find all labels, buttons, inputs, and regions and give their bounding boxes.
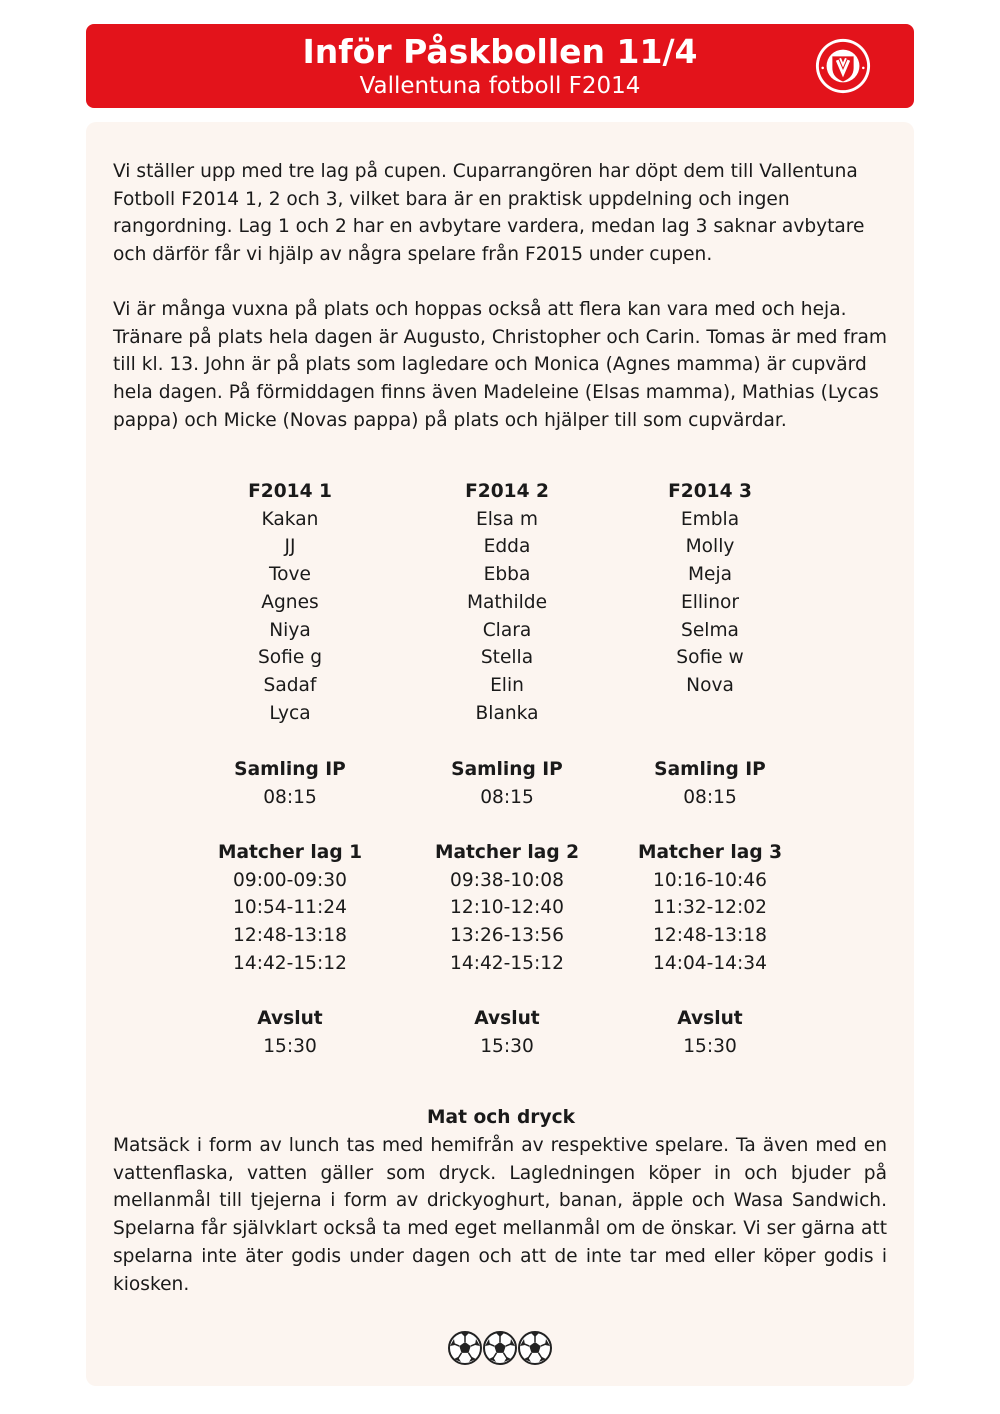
samling-time: 08:15: [480, 786, 534, 808]
avslut-time: 15:30: [480, 1035, 534, 1057]
samling-time: 08:15: [683, 786, 737, 808]
intro-paragraph-1: Vi ställer upp med tre lag på cupen. Cuparrangören har döpt dem till Vallentuna Fotboll F2014 1, 2 och 3, vilket bara är en praktisk uppdelning och ingen rangordning. Lag 1 och 2 har en avbytare vardera, medan lag 3 saknar avbytare och därför får vi hjälp av några spelare från F2015 under cupen.: [113, 161, 865, 266]
player: Blanka: [475, 702, 539, 724]
team-3-roster: [620, 478, 800, 700]
page-subtitle: Vallentuna fotboll F2014: [359, 73, 641, 99]
team-3-samling: [620, 756, 800, 811]
avslut-time: 15:30: [683, 1035, 737, 1057]
matches-label: Matcher lag 2: [434, 842, 580, 863]
player: Niya: [269, 619, 311, 641]
team-name: F2014 1: [248, 481, 332, 502]
player: Stella: [480, 647, 534, 669]
header-banner: [86, 24, 914, 108]
food-section-title: Mat och dryck: [427, 1107, 575, 1128]
avslut-label: Avslut: [474, 1008, 540, 1029]
match-time: 12:48-13:18: [233, 925, 347, 947]
team-1-matches: [200, 839, 380, 978]
match-time: 10:16-10:46: [653, 869, 767, 891]
intro-paragraph-2: Vi är många vuxna på plats och hoppas också att flera kan vara med och heja. Tränare på plats hela dagen är Augusto, Christopher och Carin. Tomas är med fram till kl. 13. John är på plats som lagledare och Monica (Agnes mamma) är cupvärd hela dagen. På förmiddagen finns även Madeleine (Elsas mamma), Mathias (Lycas pappa) och Micke (Novas pappa) på plats och hjälper till som cupvärdar.: [113, 299, 888, 431]
match-time: 11:32-12:02: [653, 897, 767, 919]
team-3-avslut: [620, 1005, 800, 1060]
food-section-text: Matsäck i form av lunch tas med hemifrån av respektive spelare. Ta även med en vattenflaska, vatten gäller som dryck. Lagledningen köper in och bjuder på mellanmål till tjejerna i form av drickyoghurt, banan, äpple och Wasa Sandwich. Spelarna får självklart också ta med eget mellanmål om de önskar. Vi ser gärna att spelarna inte äter godis under dagen och att de inte tar med eller köper godis i kiosken.: [113, 1135, 887, 1295]
player: Meja: [687, 564, 733, 586]
player: Elin: [490, 674, 524, 696]
team-3-matches: [620, 839, 800, 978]
match-time: 09:00-09:30: [233, 869, 347, 891]
player: Mathilde: [466, 591, 548, 613]
samling-time: 08:15: [263, 786, 317, 808]
player: Molly: [685, 536, 735, 558]
player: Lyca: [269, 702, 311, 724]
player: Edda: [483, 536, 531, 558]
page-title: Inför Påskbollen 11/4: [302, 32, 698, 71]
team-2-samling: [417, 756, 597, 811]
player: Ellinor: [680, 591, 740, 613]
avslut-time: 15:30: [263, 1035, 317, 1057]
player: Tove: [268, 564, 312, 586]
team-1-samling: [200, 756, 380, 811]
player: Nova: [686, 674, 734, 696]
team-2-roster: [417, 478, 597, 727]
team-2-avslut: [417, 1005, 597, 1060]
match-time: 14:42-15:12: [450, 952, 564, 974]
player: Clara: [482, 619, 532, 641]
samling-label: Samling IP: [234, 759, 346, 780]
team-name: F2014 3: [668, 481, 752, 502]
player: Elsa m: [475, 508, 539, 530]
player: Sofie g: [257, 647, 323, 669]
samling-label: Samling IP: [654, 759, 766, 780]
team-2-matches: [417, 839, 597, 978]
player: Sofie w: [676, 647, 744, 669]
avslut-label: Avslut: [677, 1008, 743, 1029]
player: Embla: [680, 508, 740, 530]
soccer-ball-icon: [449, 1332, 481, 1364]
match-time: 12:10-12:40: [450, 897, 564, 919]
match-time: 10:54-11:24: [233, 897, 347, 919]
soccer-ball-icon: [484, 1332, 516, 1364]
samling-label: Samling IP: [451, 759, 563, 780]
match-time: 13:26-13:56: [450, 925, 564, 947]
matches-label: Matcher lag 1: [217, 842, 363, 863]
team-name: F2014 2: [465, 481, 549, 502]
team-1-avslut: [200, 1005, 380, 1060]
player: Selma: [681, 619, 739, 641]
soccer-balls-decoration: [448, 1330, 552, 1366]
match-time: 12:48-13:18: [653, 925, 767, 947]
soccer-ball-icon: [519, 1332, 551, 1364]
player: Ebba: [483, 564, 531, 586]
team-1-roster: [200, 478, 380, 727]
player: Agnes: [261, 591, 319, 613]
match-time: 14:42-15:12: [233, 952, 347, 974]
player: Kakan: [261, 508, 319, 530]
avslut-label: Avslut: [257, 1008, 323, 1029]
player: JJ: [284, 536, 296, 558]
club-logo-icon: [814, 37, 872, 95]
player: Sadaf: [263, 674, 317, 696]
matches-label: Matcher lag 3: [637, 842, 783, 863]
match-time: 09:38-10:08: [450, 869, 564, 891]
match-time: 14:04-14:34: [653, 952, 767, 974]
